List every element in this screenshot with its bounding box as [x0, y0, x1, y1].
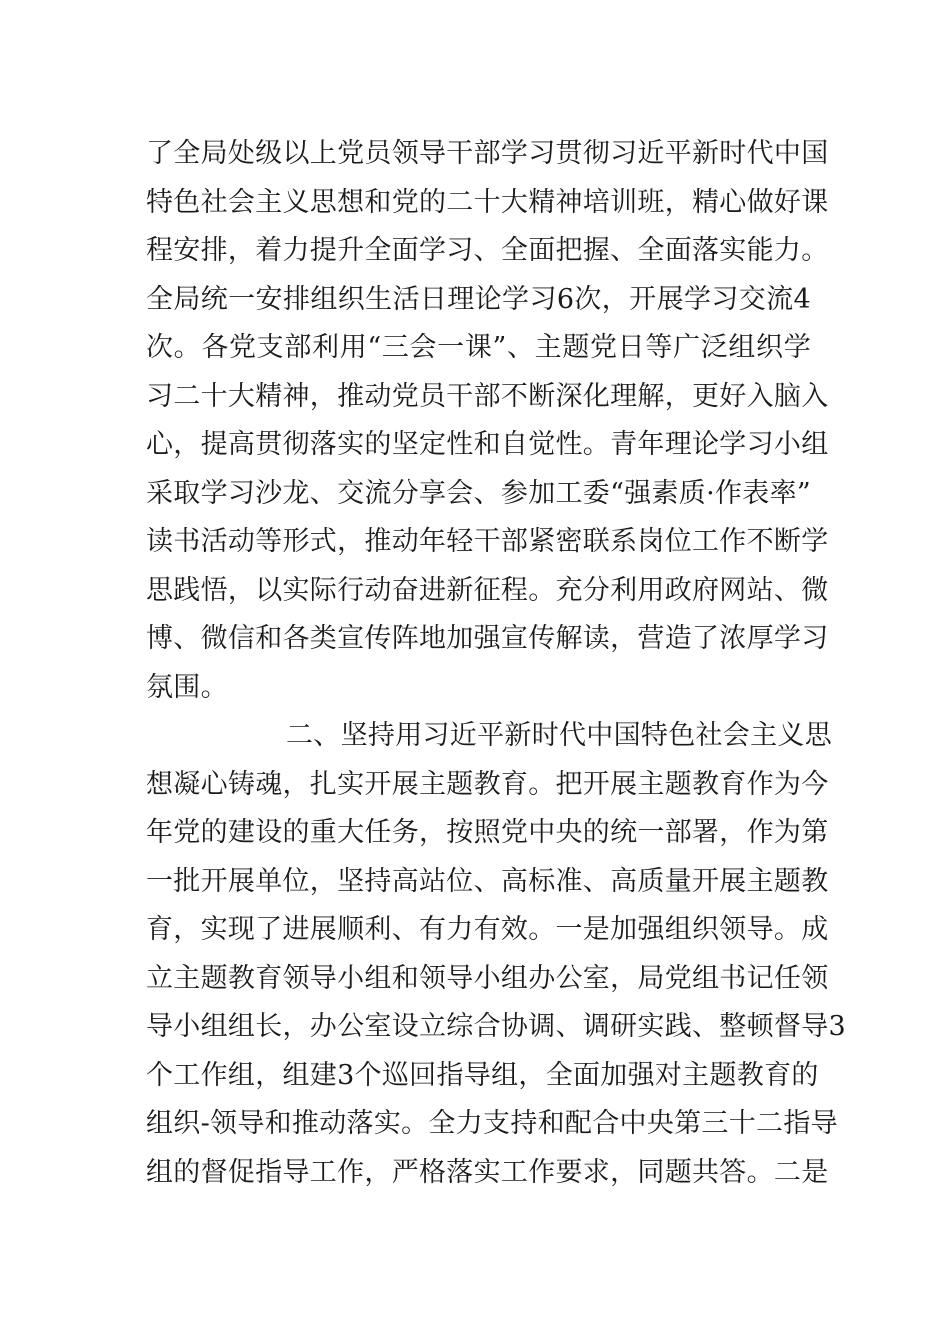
text-line: 导小组组长，办公室设立综合协调、调研实践、整顿督导3: [146, 1011, 846, 1042]
text-line: 博、微信和各类宣传阵地加强宣传解读，营造了浓厚学习: [146, 623, 829, 654]
text-line: 了全局处级以上党员领导干部学习贯彻习近平新时代中国: [146, 138, 829, 169]
text-line: 读书活动等形式，推动年轻干部紧密联系岗位工作不断学: [146, 526, 829, 557]
text-line: 习二十大精神，推动党员干部不断深化理解，更好入脑入: [146, 380, 829, 412]
text-line: 想凝心铸魂，扎实开展主题教育。把开展主题教育作为今: [146, 768, 829, 800]
text-line: 组织-领导和推动落实。全力支持和配合中央第三十二指导: [146, 1108, 838, 1139]
text-line: 组的督促指导工作，严格落实工作要求，同题共答。二是: [146, 1156, 829, 1188]
text-line: 年党的建设的重大任务，按照党中央的统一部署，作为第: [146, 817, 829, 848]
document-body: [146, 130, 846, 1197]
text-line: 全局统一安排组织生活日理论学习6次，开展学习交流4: [146, 283, 811, 315]
text-line: 特色社会主义思想和党的二十大精神培训班，精心做好课: [146, 186, 829, 218]
text-line: 心，提高贯彻落实的坚定性和自觉性。青年理论学习小组: [146, 429, 829, 460]
text-line: 个工作组，组建3个巡回指导组，全面加强对主题教育的: [146, 1059, 819, 1091]
text-line: 育，实现了进展顺利、有力有效。一是加强组织领导。成: [146, 914, 829, 945]
paragraph-end-line: 氛围。: [146, 671, 228, 703]
text-line: 程安排，着力提升全面学习、全面把握、全面落实能力。: [146, 235, 829, 266]
text-line: 立主题教育领导小组和领导小组办公室，局党组书记任领: [146, 962, 829, 994]
text-line: 次。各党支部利用“三会一课”、主题党日等广泛组织学: [146, 332, 811, 363]
text-line: 思践悟，以实际行动奋进新征程。充分利用政府网站、微: [146, 574, 829, 606]
text-line: 一批开展单位，坚持高站位、高标准、高质量开展主题教: [146, 865, 829, 897]
text-line: 采取学习沙龙、交流分享会、参加工委“强素质·作表率”: [146, 477, 811, 509]
section-heading-line: 二、坚持用习近平新时代中国特色社会主义思: [286, 720, 832, 751]
